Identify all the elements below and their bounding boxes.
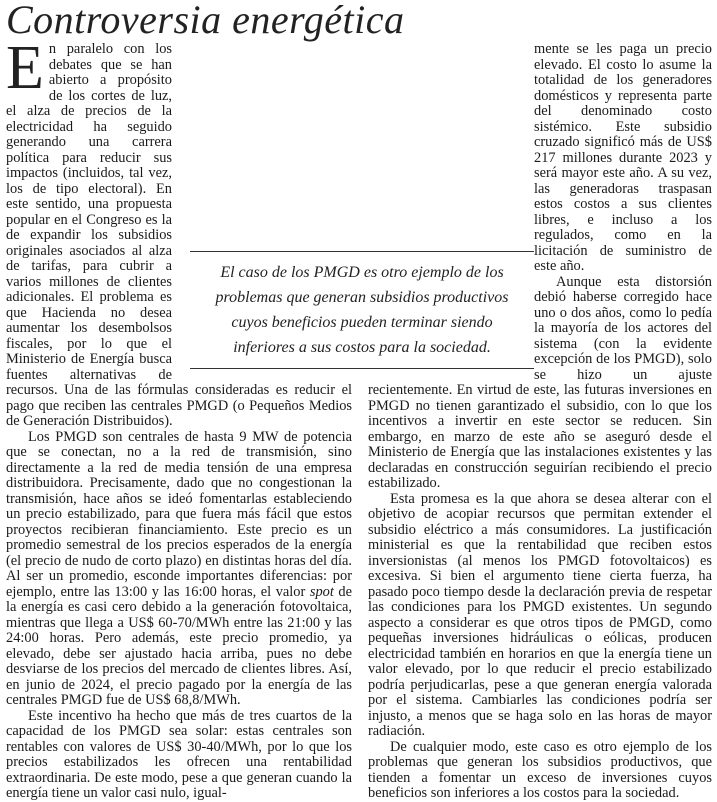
paragraph-5: Aunque esta distorsión debió haberse corregido hace uno o dos años, como lo pedía la mayoría de los actores del sistema (con la evidente excepción de los PMGD), solo se hizo un ajuste recientemente. En virtud de este, las futuras inversiones en PMGD no tienen garantizado el subsidio, con lo que los incentivos a invertir en este sector se reducen. Sin embargo, en marzo de este año se aseguró desde el Ministerio de Energía que las instalaciones existentes y las declaradas en construcción seguirían recibiendo el precio estabilizado. [368, 273, 712, 491]
pull-quote-text: El caso de los PMGD es otro ejemplo de los problemas que generan subsidios productivos cuyos beneficios pueden terminar siendo inferiores a sus costos para la sociedad. [215, 264, 509, 356]
paragraph-2 [6, 430, 352, 709]
paragraph-2-text-a: Los PMGD son centrales de hasta 9 MW de potencia que se conectan, no a la red de transmisión, sino directamente a la red de media tensión de una empresa distribuidora. Precisamente, dado que no congestionan la transmisión, hace años se ideó fomentarlas estableciendo un precio estabilizado, para que fuera más fácil que estos proyectos recibieran financiamiento. Este precio es un promedio semestral de los precios esperados de la energía (el precio de nudo de corto plazo) en distintas horas del día. Al ser un promedio, esconde importantes diferencias: por ejemplo, entre las 13:00 y las 16:00 horas, el valor [6, 428, 352, 600]
drop-cap: E [6, 34, 44, 102]
paragraph-1-text: n paralelo con los debates que se han abierto a propósito de los cortes de luz, el alza de precios de la electricidad ha seguido generando una carrera política para reducir sus impactos (incluidos, tal vez, los de tipo electoral). En este sentido, una propuesta popular en el Congreso es la de expandir los subsidios originales asociados al alza de tarifas, para cubrir a varios millones de clientes adicionales. El problema es que Hacienda no desea aumentar los desembolsos fiscales, por lo que el Ministerio de Energía busca fuentes alternativas de recursos. Una de las fórmulas consideradas es reducir el pago que reciben las centrales PMGD (o Pequeños Medios de Generación Distribuidos). [6, 41, 352, 429]
right-column [368, 41, 712, 801]
paragraph-7: De cualquier modo, este caso es otro ejemplo de los problemas que generan los subsidios productivos, que tienden a fomentar un exceso de inversiones cuyos beneficios son inferiores a los costos para la sociedad. [368, 738, 712, 801]
paragraph-1 [6, 34, 352, 430]
article-title: Controversia energética [6, 0, 405, 42]
paragraph-4: mente se les paga un precio elevado. El costo lo asume la totalidad de los generadores domésticos y representa parte del denominado costo sistémico. Este subsidio cruzado significó más de US$ 217 millones durante 2023 y será mayor este año. A su vez, las generadoras traspasan estos costos a sus clientes libres, e incluso a los regulados, como en la licitación de suministro de este año. [534, 41, 712, 274]
left-column [6, 34, 352, 801]
paragraph-3: Este incentivo ha hecho que más de tres cuartos de la capacidad de los PMGD sea solar: estas centrales son rentables con valores de US$ 30-40/MWh, por lo que los precios estabilizados les ofrecen una rentabilidad extraordinaria. De este modo, pese a que generan cuando la energía tiene un valor casi nulo, igual- [6, 707, 352, 801]
paragraph-2-text-b: de la energía es casi cero debido a la generación fotovoltaica, mientras que llega a US$ 60-70/MWh entre las 21:00 y las 24:00 horas. Pero además, este precio promedio, ya elevado, debe ser ajustado hacia arriba, pues no debe desviarse de los precios del mercado de clientes libres. Así, en junio de 2024, el precio pagado por la energía de las centrales PMGD fue de US$ 68,8/MWh. [6, 583, 352, 708]
pull-quote [190, 251, 534, 369]
paragraph-6: Esta promesa es la que ahora se desea alterar con el objetivo de acopiar recursos que permitan extender el subsidio eléctrico a más consumidores. La justificación ministerial es que la rentabilidad que reciben estos inversionistas (al menos los PMGD fotovoltaicos) es excesiva. Si bien el argumento tiene cierta fuerza, ha pasado poco tiempo desde la declaración previa de respetar las condiciones para los PMGD existentes. Un segundo aspecto a considerar es que otros tipos de PMGD, como pequeñas inversiones hidráulicas o eólicas, producen electricidad también en horarios en que la energía tiene un valor elevado, por lo que reducir el precio estabilizado podría perjudicarlas, pese a que generan energía valorada por el sistema. Cambiarles las condiciones podría ser injusto, a menos que se haga solo en las horas de mayor radiación. [368, 490, 712, 739]
spot-term: spot [309, 583, 334, 600]
